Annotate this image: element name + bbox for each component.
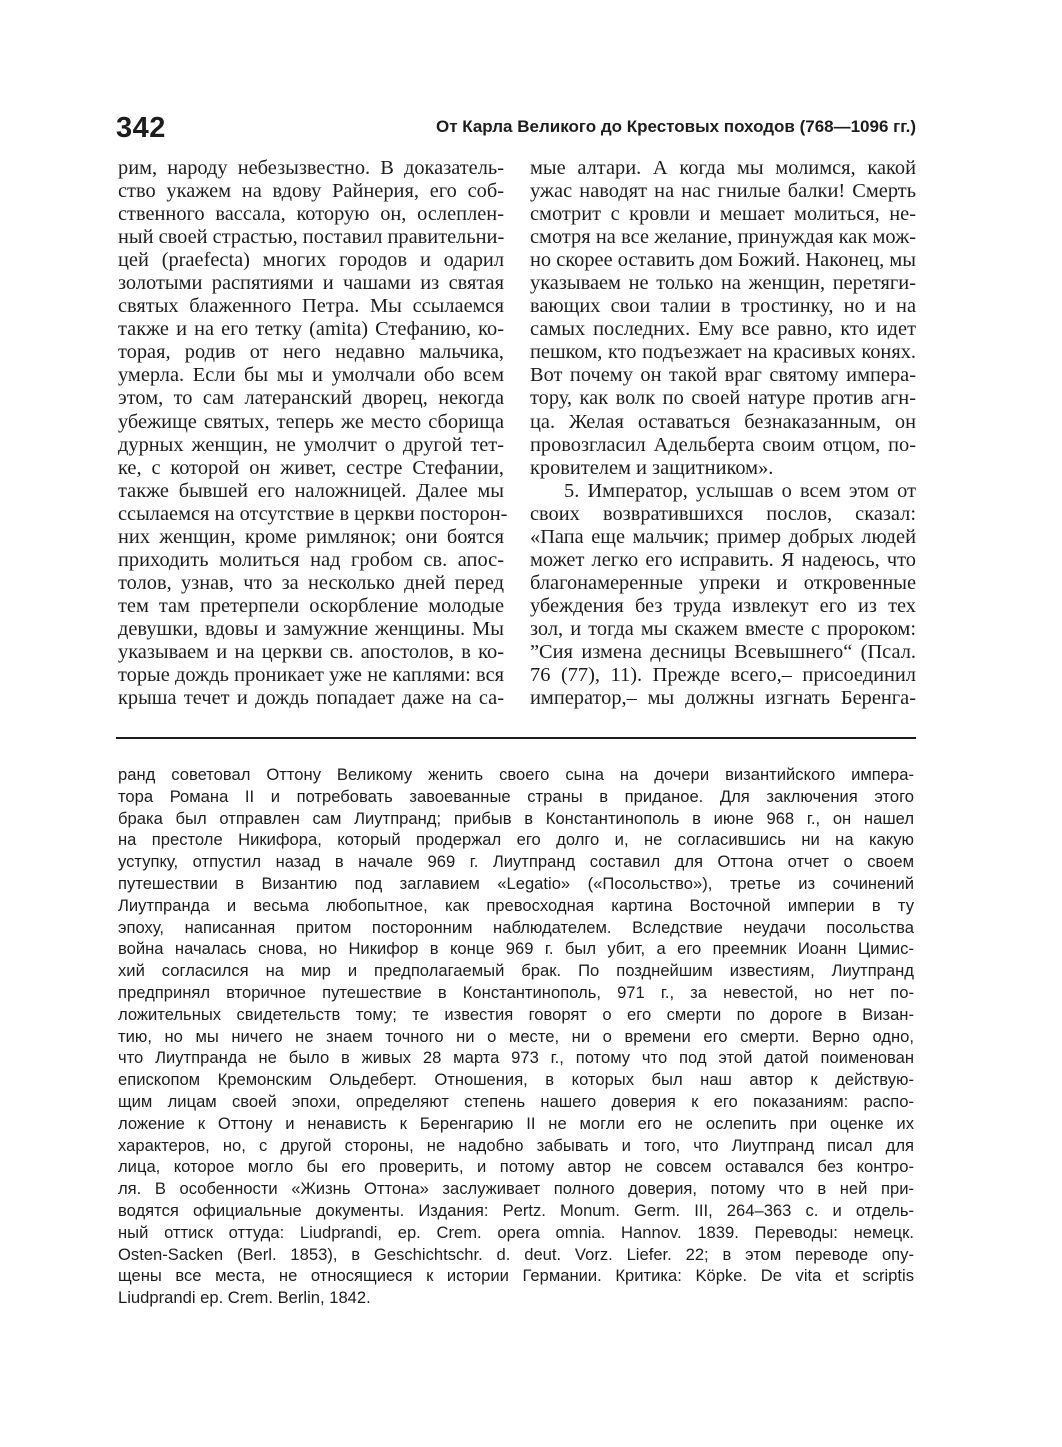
- footnote-line: на престоле Никифора, который продержал его долго и, не согласившись ни на какую: [118, 830, 914, 850]
- running-head: От Карла Великого до Крестовых походов (768—1096 гг.): [435, 117, 916, 136]
- text-line: кровителем и защитником».: [530, 456, 774, 479]
- text-line: ный своей страстью, поставил правительни-: [118, 226, 505, 249]
- text-line: смотря на все желание, принуждая как мож-: [530, 226, 916, 249]
- text-line: убеждения без труда извлекут его из тех: [530, 594, 916, 617]
- text-line: этом, то сам латеранский дворец, некогда: [118, 387, 504, 410]
- footnote-line: Liudprandi ep. Crem. Berlin, 1842.: [118, 1288, 371, 1308]
- text-line: указываем и на церкви св. апостолов, в ко-: [118, 640, 504, 663]
- text-line: ужас наводят на нас гнилые балки! Смерть: [530, 180, 916, 203]
- page-number: 342: [116, 112, 166, 144]
- text-line: самых последних. Ему все равно, кто идет: [530, 318, 916, 341]
- text-line: вающих свои талии в тростинку, но и на: [530, 295, 916, 318]
- text-line: «Папа еще мальчик; пример добрых людей: [530, 525, 916, 548]
- footnote-line: ранд советовал Оттону Великому женить своего сына на дочери византийского импера-: [118, 765, 914, 784]
- text-line: ”Сия измена десницы Всевышнего“ (Псал.: [530, 640, 916, 663]
- footnote-line: предпринял вторичное путешествие в Константинополь, 971 г., за невестой, но нет по-: [118, 982, 914, 1002]
- footnote-line: война началась снова, но Никифор в конце 969 г. был убит, а его преемник Иоанн Цимис-: [118, 939, 914, 959]
- text-line: зол, и тогда мы скажем вместе с пророком:: [530, 617, 916, 640]
- text-line: ссылаемся на отсутствие в церкви посторон-: [118, 502, 508, 525]
- footnote-line: ложение к Оттону и ненависть к Беренгарию II не могли его не ослепить при оценке их: [118, 1113, 914, 1133]
- text-line: тем там претерпели оскорбление молодые: [118, 594, 504, 617]
- footnote-line: тора Романа II и потребовать завоеванные страны в приданое. Для заключения этого: [118, 786, 914, 806]
- text-line: мые алтари. А когда мы молимся, какой: [530, 157, 916, 179]
- footnote-line: тию, но мы ничего не знаем точного ни о месте, ни о времени его смерти. Верно одно,: [118, 1026, 914, 1046]
- footnote-line: хий согласился на мир и предполагаемый брак. По позднейшим известиям, Лиутпранд: [118, 961, 914, 981]
- paragraph-first-line: 5. Император, услышав о всем этом от: [564, 479, 916, 502]
- left-column: [118, 157, 508, 710]
- text-line: может легко его исправить. Я надеюсь, что: [530, 548, 916, 571]
- footnote-line: епископом Кремонским Ольдеберт. Отношения, в которых был наш автор к действую-: [118, 1070, 914, 1090]
- text-line: также и на его тетку (amita) Стефанию, ко-: [118, 318, 504, 341]
- text-line: император,– мы должны изгнать Беренга-: [530, 687, 916, 710]
- text-line: но скорее оставить дом Божий. Наконец, мы: [530, 249, 916, 272]
- text-line: благонамеренные упреки и откровенные: [530, 571, 916, 594]
- footnote-line: лица, которое могло бы его проверить, и потому автор не совсем оставался без контро-: [118, 1157, 914, 1177]
- text-line: торая, родив от него недавно мальчика,: [118, 341, 504, 364]
- text-line: торые дождь проникает уже не каплями: вся: [118, 664, 504, 687]
- text-line: смотрит с кровли и мешает молиться, не-: [530, 203, 916, 226]
- text-line: Вот почему он такой враг святому импера-: [530, 364, 916, 387]
- right-column: [530, 157, 916, 710]
- text-line: цей (praefecta) многих городов и одарил: [118, 249, 504, 272]
- text-line: святых блаженного Петра. Мы ссылаемся: [118, 295, 504, 318]
- footnote-line: брака был отправлен сам Лиутпранд; прибыв в Константинополь в июне 968 г., он нашел: [118, 808, 914, 828]
- text-line: убежище святых, теперь же место сборища: [118, 410, 504, 433]
- footnote-line: Osten-Sacken (Berl. 1853), в Geschichtschr. d. deut. Vorz. Liefer. 22; в этом переводе опу-: [118, 1244, 914, 1264]
- text-line: них женщин, кроме римлянок; они боятся: [118, 525, 504, 548]
- footnote-line: ля. В особенности «Жизнь Оттона» заслуживает полного доверия, потому что в ней при-: [118, 1179, 914, 1199]
- footnote-line: уступку, отпустил назад в начале 969 г. Лиутпранд составил для Оттона отчет о своем: [118, 852, 914, 872]
- footnote-line: щим лицам своей эпохи, определяют степень нашего доверия к его показаниям: распо-: [118, 1091, 914, 1111]
- text-line: указываем не только на женщин, перетяги-: [530, 272, 916, 295]
- text-line: ственного вассала, которую он, ослеплен-: [118, 203, 504, 226]
- text-line: также бывшей его наложницей. Далее мы: [118, 479, 504, 502]
- text-line: 76 (77), 11). Прежде всего,– присоединил: [530, 664, 916, 687]
- text-line: ца. Желая оставаться безнаказанным, он: [530, 410, 916, 433]
- text-line: рим, народу небезызвестно. В доказатель-: [118, 157, 504, 179]
- text-line: своих возвратившихся послов, сказал:: [530, 502, 916, 525]
- text-line: дурных женщин, не умолчит о другой тет-: [118, 433, 504, 456]
- text-line: ство укажем на вдову Райнерия, его соб-: [118, 180, 504, 203]
- text-line: ке, с которой он живет, сестре Стефании,: [118, 456, 504, 479]
- footnote-line: эпоху, написанная притом посторонним наблюдателем. Вследствие неудачи посольства: [118, 917, 914, 937]
- footnote-line: характеров, но, с другой стороны, не надобно забывать и того, что Лиутпранд писал для: [118, 1135, 914, 1155]
- footnote-line: ложительных свидетельств тому; те известия говорят о его смерти по дороге в Визан-: [118, 1004, 914, 1024]
- text-line: приходить молиться над гробом св. апос-: [118, 548, 504, 571]
- footnote-rule: [116, 737, 916, 739]
- footnote: [118, 764, 914, 1309]
- text-line: тору, как волк по своей натуре против агн-: [530, 387, 916, 410]
- text-line: толов, узнав, что за несколько дней перед: [118, 571, 504, 594]
- text-line: провозгласил Адельберта своим отцом, по-: [530, 433, 916, 456]
- footnote-line: щены все места, не относящиеся к истории Германии. Критика: Köpke. De vita et scriptis: [118, 1266, 914, 1286]
- text-line: умерла. Если бы мы и умолчали обо всем: [118, 364, 504, 387]
- text-line: девушки, вдовы и замужние женщины. Мы: [118, 617, 504, 640]
- footnote-line: ный оттиск оттуда: Liudprandi, ep. Crem. opera omnia. Hannov. 1839. Переводы: немецк.: [118, 1222, 914, 1242]
- text-line: крыша течет и дождь попадает даже на са-: [118, 687, 504, 710]
- footnote-line: путешествии в Византию под заглавием «Legatio» («Посольство»), третье из сочинений: [118, 873, 914, 893]
- text-line: золотыми распятиями и чашами из святая: [118, 272, 504, 295]
- footnote-line: водятся официальные документы. Издания: Pertz. Monum. Germ. III, 264–363 c. и отдель-: [118, 1200, 914, 1220]
- footnote-line: Лиутпранда и весьма любопытное, как превосходная картина Восточной империи в ту: [118, 895, 914, 915]
- footnote-line: что Лиутпранда не было в живых 28 марта 973 г., потому что под этой датой поименован: [118, 1048, 914, 1068]
- text-line: пешком, кто подъезжает на красивых конях.: [530, 341, 916, 364]
